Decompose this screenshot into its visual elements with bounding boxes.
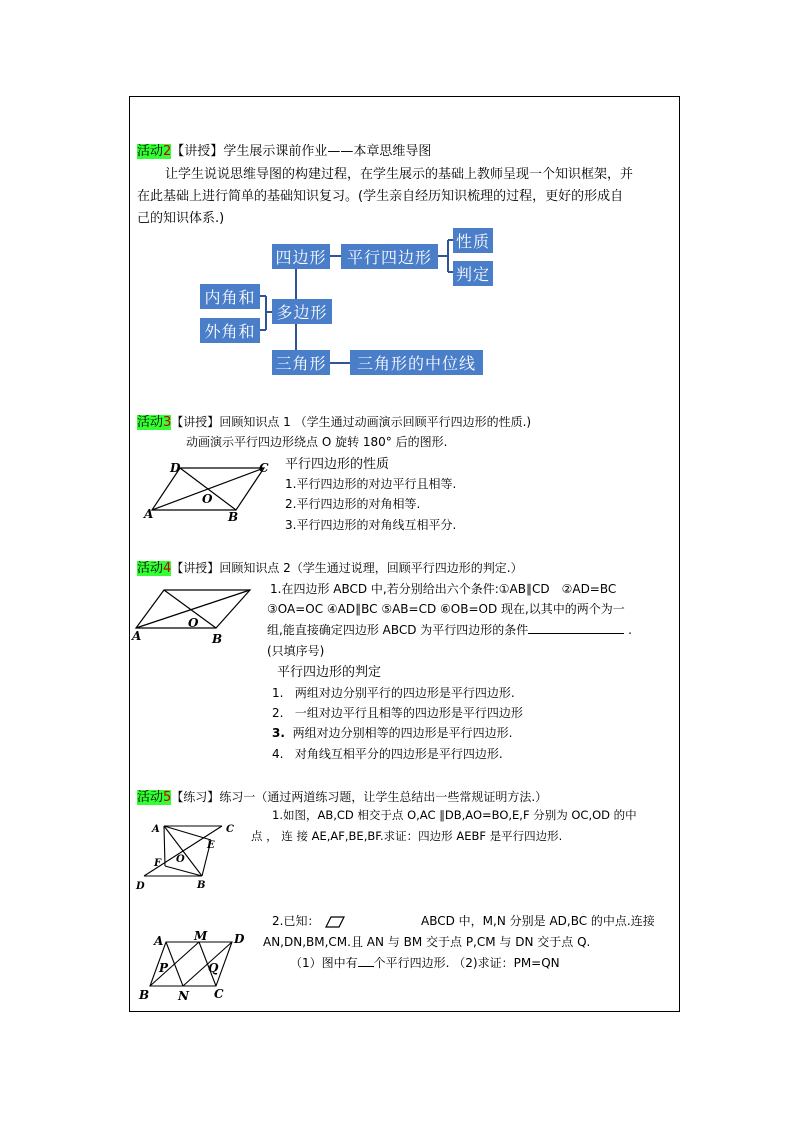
center-label-o: O <box>202 492 213 506</box>
midpoint-label-m: M <box>194 929 208 943</box>
vertex-label-c: C <box>259 461 269 475</box>
activity-4-heading <box>137 557 523 576</box>
midpoint-label-n: N <box>178 989 189 1003</box>
activity-title: 回顾知识点 1 （学生通过动画演示回顾平行四边形的性质.) <box>219 415 532 429</box>
judgement-item-2 <box>272 704 523 721</box>
point-label-q: Q <box>208 961 219 975</box>
vertex-label-b: B <box>197 880 206 891</box>
mindmap-node-interior-angles: 内角和 <box>200 284 260 309</box>
judgement-item-4 <box>272 745 503 762</box>
answer-blank[interactable] <box>528 621 624 634</box>
exercise-1-line-1: 1.如图，AB,CD 相交于点 O,AC ∥DB,AO=BO,E,F 分别为 OC,OD 的中 <box>272 808 637 822</box>
mindmap-node-polygon: 多边形 <box>272 299 332 324</box>
item-text: 两组对边分别平行的四边形是平行四边形. <box>294 686 515 700</box>
activity-tag: 【讲授】 <box>171 561 220 575</box>
subquestion-text: （1）图中有 <box>290 956 358 970</box>
mindmap-node-quadrilateral: 四边形 <box>272 244 330 269</box>
activity-number: 5 <box>163 790 172 805</box>
property-item-3: 3.平行四边形的对角线互相平分. <box>285 518 457 532</box>
activity-tag: 【练习】 <box>171 790 220 804</box>
point-label-f: F <box>154 858 162 869</box>
activity-2-para-line2: 在此基础上进行简单的基础知识复习。(学生亲自经历知识梳理的过程，更好的形成自 <box>137 189 624 204</box>
vertex-label-c: C <box>226 824 234 835</box>
activity-2-para-line1: 让学生说说思维导图的构建过程，在学生展示的基础上教师呈现一个知识框架，并 <box>165 167 634 182</box>
vertex-label-d: D <box>170 461 181 475</box>
activity-label: 活动 <box>137 561 164 576</box>
activity-title: 回顾知识点 2（学生通过说理，回顾平行四边形的判定.） <box>219 561 523 575</box>
activity-title: 练习一（通过两道练习题，让学生总结出一些常规证明方法.） <box>219 790 548 804</box>
activity-label: 活动 <box>137 144 164 159</box>
given-text: 2.已知： <box>272 914 320 928</box>
vertex-label-a: A <box>152 824 160 835</box>
subquestion-text-2: 个平行四边形. （2)求证：PM=QN <box>373 956 560 970</box>
mindmap-node-parallelogram: 平行四边形 <box>341 244 438 269</box>
activity-2-para-line3: 己的知识体系.) <box>137 211 225 226</box>
question-line-3 <box>267 621 632 638</box>
activity-label: 活动 <box>137 790 164 805</box>
activity-number: 2 <box>163 144 172 159</box>
point-label-o: O <box>176 854 185 865</box>
mindmap-node-exterior-angles: 外角和 <box>200 318 260 343</box>
activity-label: 活动 <box>137 415 164 430</box>
point-label-e: E <box>207 840 215 851</box>
judgement-item-3 <box>272 724 512 741</box>
center-label-o: O <box>188 616 199 630</box>
question-line-2: ③OA=OC ④AD∥BC ⑤AB=CD ⑥OB=OD 现在,以其中的两个为一 <box>267 602 625 616</box>
exercise-2-line-1-rest: ABCD 中，M,N 分别是 AD,BC 的中点.连接 <box>421 914 655 928</box>
item-text: 对角线互相平分的四边形是平行四边形. <box>294 747 503 761</box>
activity-5-heading <box>137 786 547 805</box>
item-number: 3. <box>272 726 285 740</box>
item-text: 一组对边平行且相等的四边形是平行四边形 <box>294 706 523 720</box>
activity-title: 学生展示课前作业——本章思维导图 <box>223 144 432 159</box>
mindmap-node-triangle: 三角形 <box>272 350 330 375</box>
exercise-2-line-3 <box>290 954 560 971</box>
question-line-4: (只填序号) <box>267 644 325 658</box>
activity-3-subtitle: 动画演示平行四边形绕点 O 旋转 180° 后的图形. <box>186 435 448 449</box>
vertex-label-d: D <box>234 932 245 946</box>
judgement-heading: 平行四边形的判定 <box>277 665 382 680</box>
item-text: 两组对边分别相等的四边形是平行四边形. <box>292 726 513 740</box>
item-number: 4. <box>272 747 284 761</box>
property-heading: 平行四边形的性质 <box>285 457 390 472</box>
judgement-item-1 <box>272 684 515 701</box>
mindmap-node-judgement: 判定 <box>453 261 493 286</box>
activity-number: 3 <box>163 415 172 430</box>
item-number: 1. <box>272 686 284 700</box>
exercise-1-line-2: 点 ， 连 接 AE,AF,BE,BF.求证：四边形 AEBF 是平行四边形. <box>251 829 563 843</box>
question-end: . <box>628 623 632 637</box>
exercise-2-line-1 <box>272 912 347 929</box>
mindmap-node-triangle-midline: 三角形的中位线 <box>350 350 483 375</box>
parallelogram-symbol-icon <box>325 916 345 928</box>
mindmap-node-property: 性质 <box>453 228 493 253</box>
question-text: 组,能直接确定四边形 ABCD 为平行四边形的条件 <box>267 623 529 637</box>
vertex-label-b: B <box>228 510 239 522</box>
activity-tag: 【讲授】 <box>171 144 224 159</box>
exercise-1-figure <box>134 818 244 892</box>
item-number: 2. <box>272 706 284 720</box>
vertex-label-d: D <box>136 881 145 892</box>
vertex-label-c: C <box>214 987 224 1001</box>
vertex-label-b: B <box>139 988 150 1002</box>
property-item-1: 1.平行四边形的对边平行且相等. <box>285 477 457 491</box>
point-label-p: P <box>159 961 169 975</box>
vertex-label-a: A <box>144 507 154 521</box>
vertex-label-a: A <box>132 629 142 643</box>
count-blank[interactable] <box>358 955 374 967</box>
vertex-label-a: A <box>154 934 164 948</box>
property-item-2: 2.平行四边形的对角相等. <box>285 497 421 511</box>
activity-3-heading <box>137 411 531 430</box>
exercise-2-figure <box>136 928 252 1006</box>
activity-tag: 【讲授】 <box>171 415 220 429</box>
parallelogram-figure-2 <box>130 584 260 648</box>
activity-number: 4 <box>163 561 172 576</box>
parallelogram-figure-1 <box>140 458 280 522</box>
exercise-2-line-2: AN,DN,BM,CM.且 AN 与 BM 交于点 P,CM 与 DN 交于点 Q. <box>263 935 591 949</box>
vertex-label-b: B <box>212 632 223 646</box>
question-line-1: 1.在四边形 ABCD 中,若分别给出六个条件:①AB∥CD ②AD=BC <box>270 582 617 596</box>
